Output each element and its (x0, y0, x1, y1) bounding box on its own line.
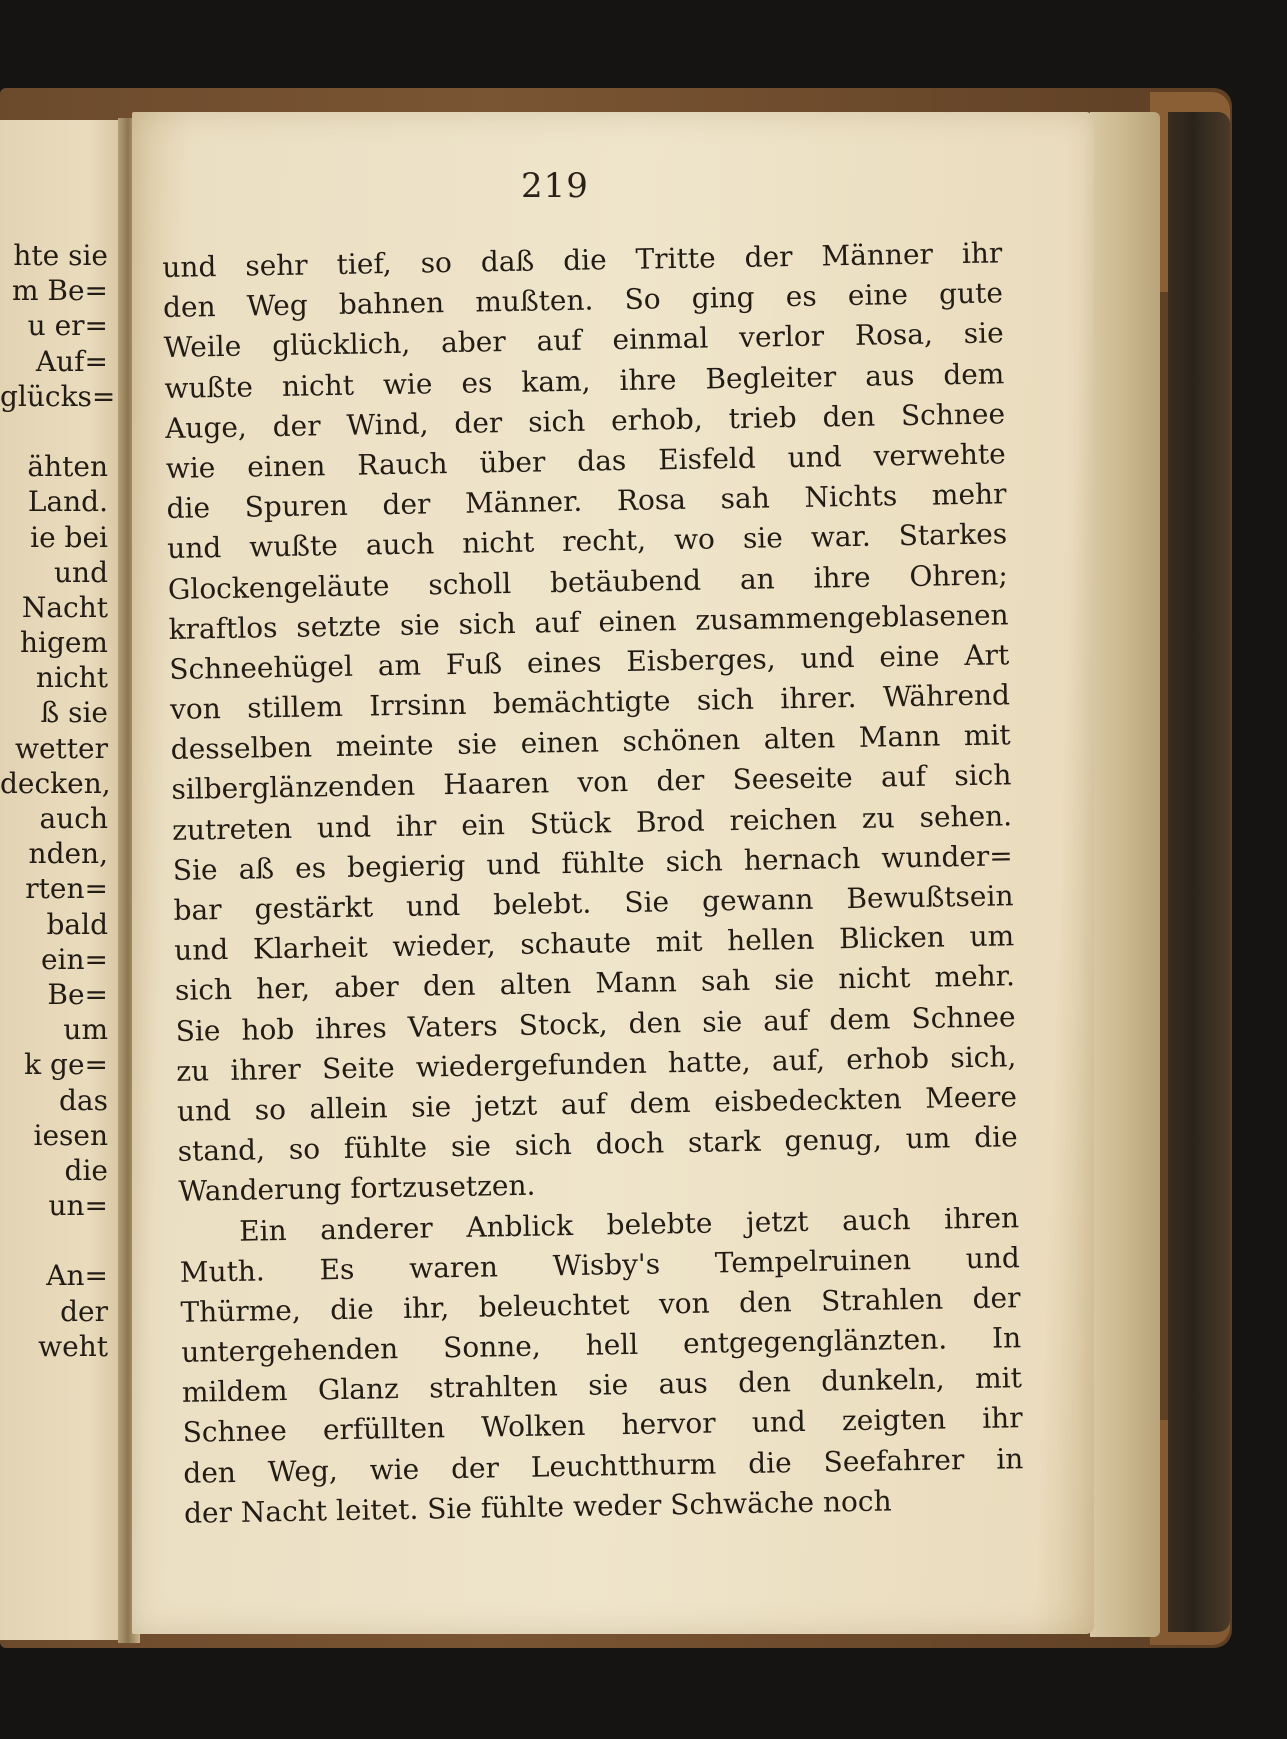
text-line: Wanderung fortzusetzen. (178, 1168, 536, 1209)
text-line: den Weg bahnen mußten. So ging es eine gute (162, 276, 1004, 325)
previous-page-line: m Be= (11, 274, 108, 308)
text-line: Ein anderer Anblick belebte jetzt auch ihren (238, 1200, 1020, 1248)
text-line: Weile glücklich, aber auf einmal verlor Rosa, sie (163, 316, 1004, 365)
text-line: bar gestärkt und belebt. Sie gewann Bewußtsein (173, 879, 1014, 927)
text-line: Sie hob ihres Vaters Stock, den sie auf dem Schnee (175, 999, 1016, 1048)
text-line: kraftlos setzte sie sich auf einen zusammengeblasenen (168, 597, 1009, 646)
previous-page-line: ie bei (30, 520, 108, 554)
previous-page-line: Land. (27, 485, 108, 519)
text-line: silberglänzenden Haaren von der Seeseite auf sich (171, 758, 1012, 807)
text-line: wie einen Rauch über das Eisfeld und verwehte (165, 437, 1007, 485)
text-line: Muth. Es waren Wisby's Tempelruinen und (179, 1240, 1021, 1289)
text-line: Schnee erfüllten Wolken hervor und zeigten ihr (182, 1401, 1023, 1450)
page-number: 219 (521, 166, 589, 206)
previous-page-line: die (64, 1153, 108, 1187)
previous-page-line: An= (46, 1259, 108, 1293)
previous-page-line: nicht (36, 661, 108, 695)
text-line: und sehr tief, so daß die Tritte der Männer ihr (162, 236, 1003, 284)
previous-page-line: bald (46, 907, 108, 941)
cover-spine-edge (1168, 112, 1230, 1632)
previous-page-line: um (63, 1013, 108, 1047)
page-stack-edge (1090, 112, 1160, 1637)
previous-page-line: decken, (0, 766, 111, 800)
text-line: mildem Glanz strahlten sie aus den dunkeln, mit (181, 1361, 1023, 1410)
previous-page-line: weht (38, 1329, 108, 1363)
text-line: desselben meinte sie einen schönen alten Mann mit (170, 718, 1011, 767)
text-line: wußte nicht wie es kam, ihre Begleiter aus dem (164, 356, 1005, 405)
text-line: der Nacht leitet. Sie fühlte weder Schwäche noch (183, 1484, 892, 1530)
previous-page-line: Be= (47, 977, 108, 1011)
previous-page-line: iesen (33, 1118, 108, 1152)
previous-page-line: wetter (15, 731, 108, 765)
text-line: Auge, der Wind, der sich erhob, trieb den Schnee (164, 397, 1006, 445)
text-line: untergehenden Sonne, hell entgegenglänzten. In (180, 1321, 1022, 1369)
text-line: den Weg, wie der Leuchtthurm die Seefahrer in (183, 1441, 1024, 1490)
previous-page-line: Auf= (35, 344, 108, 378)
previous-page-line: auch (39, 802, 108, 835)
text-line: die Spuren der Männer. Rosa sah Nichts mehr (166, 477, 1007, 526)
text-line: und wußte auch nicht recht, wo sie war. Starkes (166, 517, 1008, 566)
previous-page-line: k ge= (24, 1048, 108, 1082)
previous-page-line: ß sie (40, 696, 108, 730)
text-line: und so allein sie jetzt auf dem eisbedeckten Meere (176, 1080, 1018, 1128)
text-line: Glockengeläute scholl betäubend an ihre Ohren; (167, 557, 1009, 606)
previous-page-line: glücks= (0, 379, 116, 413)
previous-page-line: higem (19, 626, 108, 660)
text-line: zu ihrer Seite wiedergefunden hatte, auf, erhob sich, (176, 1039, 1017, 1088)
previous-page-line: ein= (40, 942, 108, 976)
page-body-text (162, 233, 1024, 1533)
text-line: Schneehügel am Fuß eines Eisberges, und eine Art (169, 638, 1010, 686)
text-line: und Klarheit wieder, schaute mit hellen Blicken um (173, 919, 1015, 968)
previous-page-line (0, 414, 118, 449)
previous-page-line (0, 1223, 118, 1258)
text-line: zutreten und ihr ein Stück Brod reichen zu sehen. (171, 798, 1013, 847)
previous-page-line: das (59, 1083, 108, 1117)
previous-page-line: und (54, 555, 108, 589)
previous-page-line: Nacht (21, 590, 108, 624)
text-line: stand, so fühlte sie sich doch stark genug, um die (177, 1120, 1018, 1168)
previous-page-text (0, 238, 118, 1364)
text-line: Sie aß es begierig und fühlte sich hernach wunder= (172, 839, 1014, 887)
previous-page-line: un= (48, 1189, 108, 1223)
text-line: von stillem Irrsinn bemächtigte sich ihrer. Während (169, 678, 1011, 726)
previous-page (0, 120, 125, 1640)
previous-page-line: hte sie (13, 239, 108, 272)
text-line: sich her, aber den alten Mann sah sie nicht mehr. (174, 959, 1016, 1008)
previous-page-line: rten= (25, 872, 108, 906)
previous-page-line: u er= (27, 309, 108, 343)
text-line: Thürme, die ihr, beleuchtet von den Strahlen der (180, 1281, 1021, 1329)
previous-page-line: ähten (27, 450, 108, 484)
previous-page-line: nden, (28, 837, 108, 871)
previous-page-line: der (60, 1294, 108, 1328)
